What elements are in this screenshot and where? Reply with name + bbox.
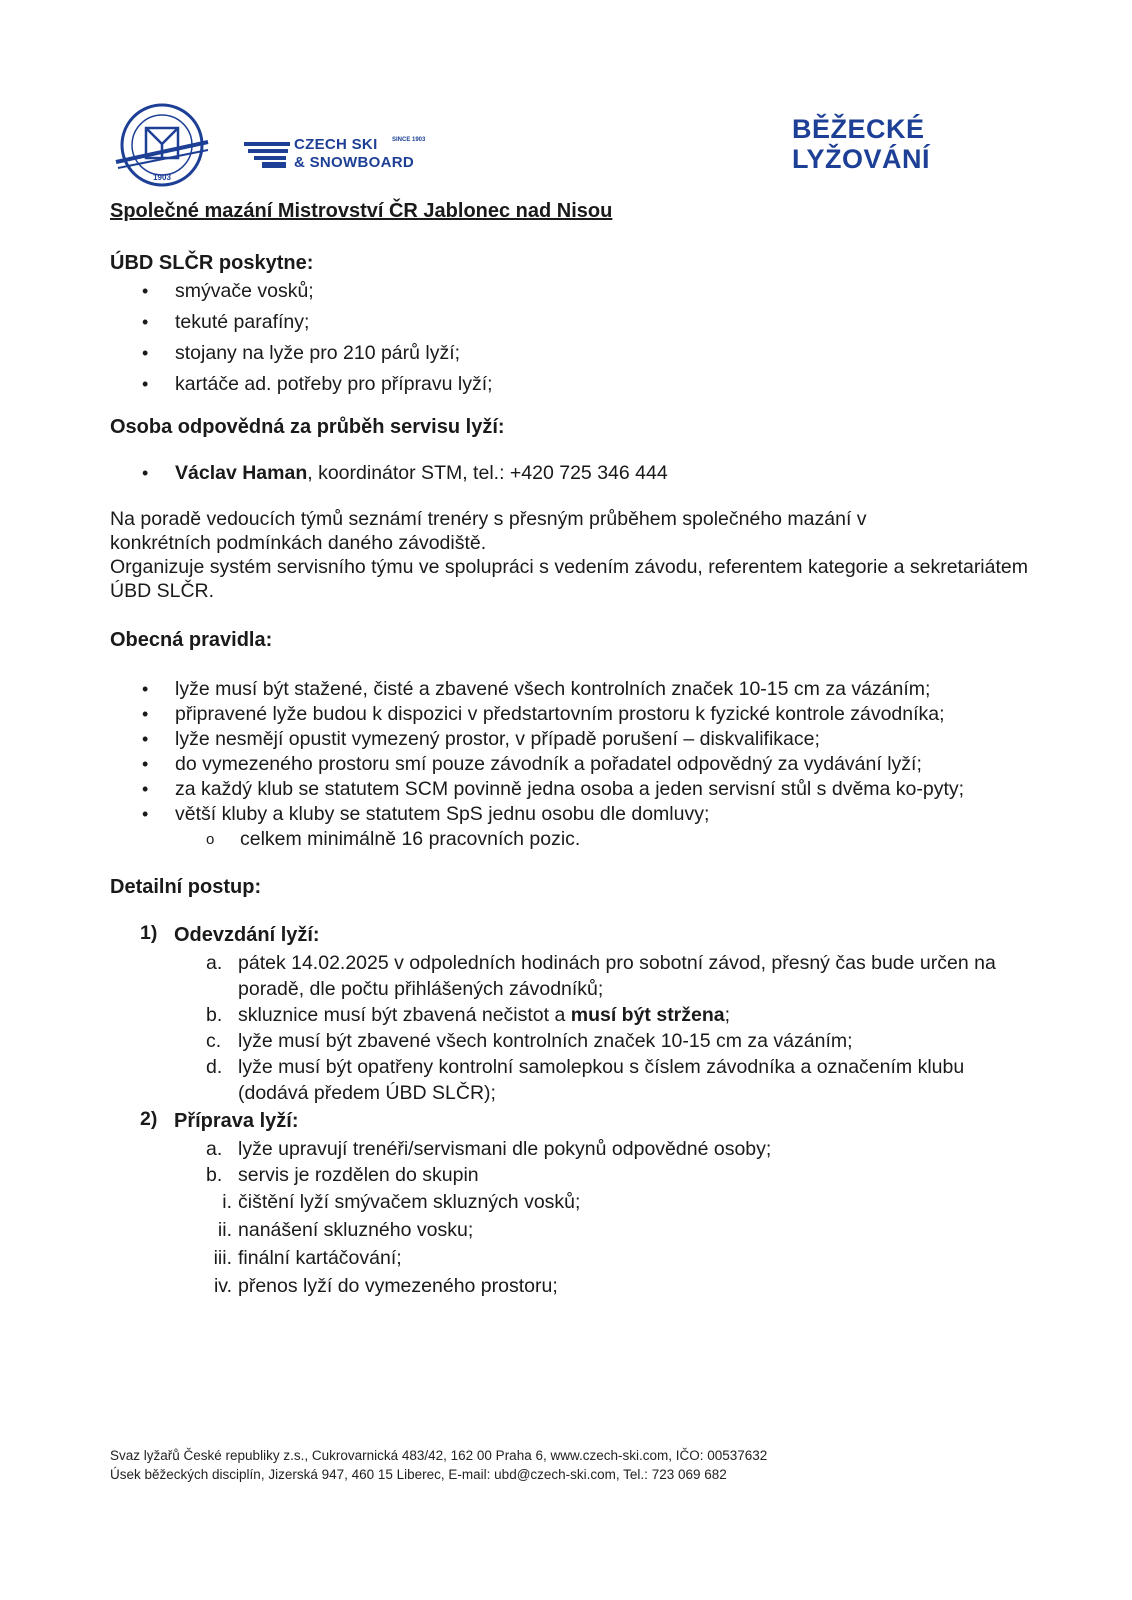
list-item xyxy=(110,1002,1060,1028)
general-rules-heading: Obecná pravidla: xyxy=(110,629,273,651)
list-item xyxy=(110,458,1060,489)
item-label: iii. xyxy=(213,1247,232,1269)
letterhead xyxy=(110,100,950,190)
step-number: 1) xyxy=(140,922,158,944)
item-text: pátek 14.02.2025 v odpoledních hodinách pro sobotní závod, přesný čas bude určen na poradě, dle počtu přihlášených závodníků; xyxy=(238,952,996,1000)
list-item xyxy=(46,1188,1060,1216)
step-2-subitems xyxy=(174,1188,1060,1300)
list-item: • smývače vosků; xyxy=(110,276,1060,307)
footer-line-2: Úsek běžeckých disciplín, Jizerská 947, 460 15 Liberec, E-mail: ubd@czech-ski.com, Tel.: 723 069 682 xyxy=(110,1467,727,1482)
list-item xyxy=(110,1162,1060,1188)
brand-line-2: LYŽOVÁNÍ xyxy=(791,144,930,174)
list-item xyxy=(110,1054,998,1106)
step-title: Odevzdání lyží: xyxy=(174,924,320,946)
item-label: i. xyxy=(222,1191,232,1213)
general-rules-sublist xyxy=(110,827,1060,852)
step-1-items xyxy=(174,950,1060,1106)
list-item: • do vymezeného prostoru smí pouze závodník a pořadatel odpovědný za vydávání lyží; xyxy=(110,752,1060,777)
item-label: b. xyxy=(206,1004,223,1026)
procedure-steps xyxy=(110,920,1060,1300)
item-text: lyže musí být opatřeny kontrolní samolepkou s číslem závodníka a označením klubu (dodává předem ÚBD SLČR); xyxy=(238,1056,965,1104)
item-label: iv. xyxy=(213,1275,232,1297)
paragraph-meeting: Na poradě vedoucích týmů seznámí trenéry s přesným průběhem společného mazání v konkrétních podmínkách daného závodiště. xyxy=(110,508,867,554)
list-subitem: o celkem minimálně 16 pracovních pozic. xyxy=(110,827,1060,852)
list-item: • lyže musí být stažené, čisté a zbavené všech kontrolních značek 10-15 cm za vázáním; xyxy=(110,677,1060,702)
list-item: • kartáče ad. potřeby pro přípravu lyží; xyxy=(110,369,1060,400)
item-label: a. xyxy=(206,1138,223,1160)
list-item: • stojany na lyže pro 210 párů lyží; xyxy=(110,338,1060,369)
item-text: přenos lyží do vymezeného prostoru; xyxy=(238,1275,558,1297)
list-item xyxy=(110,1028,1060,1054)
responsible-name: Václav Haman xyxy=(175,462,308,484)
list-item: • tekuté parafíny; xyxy=(110,307,1060,338)
procedure-step-1 xyxy=(110,920,1060,1106)
brand-line-1: BĚŽECKÉ xyxy=(791,114,925,144)
provides-heading: ÚBD SLČR poskytne: xyxy=(110,252,314,274)
list-item xyxy=(46,1244,1060,1272)
responsible-list xyxy=(110,458,1060,489)
logo-text-czech-ski: CZECH SKI xyxy=(294,136,378,153)
item-text: servis je rozdělen do skupin xyxy=(238,1164,479,1186)
responsible-details: , koordinátor STM, tel.: +420 725 346 444 xyxy=(307,462,668,484)
document-body xyxy=(110,198,1060,1300)
list-item xyxy=(110,950,1028,1002)
brand-title xyxy=(792,114,930,174)
ski-association-seal-logo xyxy=(110,100,214,190)
item-text: lyže musí být zbavené všech kontrolních značek 10-15 cm za vázáním; xyxy=(238,1030,853,1052)
list-item xyxy=(46,1216,1060,1244)
footer xyxy=(110,1446,1010,1484)
provides-list xyxy=(110,276,1060,400)
item-text: nanášení skluzného vosku; xyxy=(238,1219,474,1241)
footer-line-1: Svaz lyžařů České republiky z.s., Cukrovarnická 483/42, 162 00 Praha 6, www.czech-ski.com, IČO: 00537632 xyxy=(110,1448,768,1463)
item-emphasis: musí být stržena xyxy=(570,1004,725,1026)
logo-stripes-icon xyxy=(244,142,290,164)
czech-ski-logo xyxy=(244,134,454,174)
item-text: finální kartáčování; xyxy=(238,1247,402,1269)
general-rules-list xyxy=(110,677,1060,827)
seal-year: 1903 xyxy=(153,173,171,182)
list-item: • připravené lyže budou k dispozici v předstartovním prostoru k fyzické kontrole závodníka; xyxy=(110,702,1060,727)
procedure-step-2 xyxy=(110,1106,1060,1300)
item-text: lyže upravují trenéři/servismani dle pokynů odpovědné osoby; xyxy=(238,1138,772,1160)
item-label: c. xyxy=(206,1030,222,1052)
item-text-tail: ; xyxy=(724,1004,731,1026)
step-2-items xyxy=(174,1136,1060,1188)
logo-text-snowboard: & SNOWBOARD xyxy=(294,154,414,171)
list-item: • za každý klub se statutem SCM povinně jedna osoba a jeden servisní stůl s dvěma ko-pyty; xyxy=(110,777,995,802)
detailed-procedure-heading: Detailní postup: xyxy=(110,876,262,898)
responsible-heading: Osoba odpovědná za průběh servisu lyží: xyxy=(110,416,505,438)
item-label: a. xyxy=(206,952,223,974)
list-item xyxy=(46,1272,1060,1300)
paragraph-organization: Organizuje systém servisního týmu ve spolupráci s vedením závodu, referentem kategorie a sekretariátem ÚBD SLČR. xyxy=(110,556,1028,602)
list-item: • větší kluby a kluby se statutem SpS jednu osobu dle domluvy; xyxy=(110,802,1060,827)
list-item xyxy=(110,1136,1060,1162)
step-title: Příprava lyží: xyxy=(174,1110,299,1132)
item-label: b. xyxy=(206,1164,223,1186)
document-title: Společné mazání Mistrovství ČR Jablonec nad Nisou xyxy=(110,200,613,222)
item-label: ii. xyxy=(217,1219,232,1241)
step-number: 2) xyxy=(140,1108,158,1130)
item-text: skluznice musí být zbavená nečistot a xyxy=(238,1004,571,1026)
item-text: čištění lyží smývačem skluzných vosků; xyxy=(238,1191,581,1213)
item-label: d. xyxy=(206,1056,223,1078)
logo-since: SINCE 1903 xyxy=(392,137,426,143)
list-item: • lyže nesmějí opustit vymezený prostor, v případě porušení – diskvalifikace; xyxy=(110,727,1060,752)
